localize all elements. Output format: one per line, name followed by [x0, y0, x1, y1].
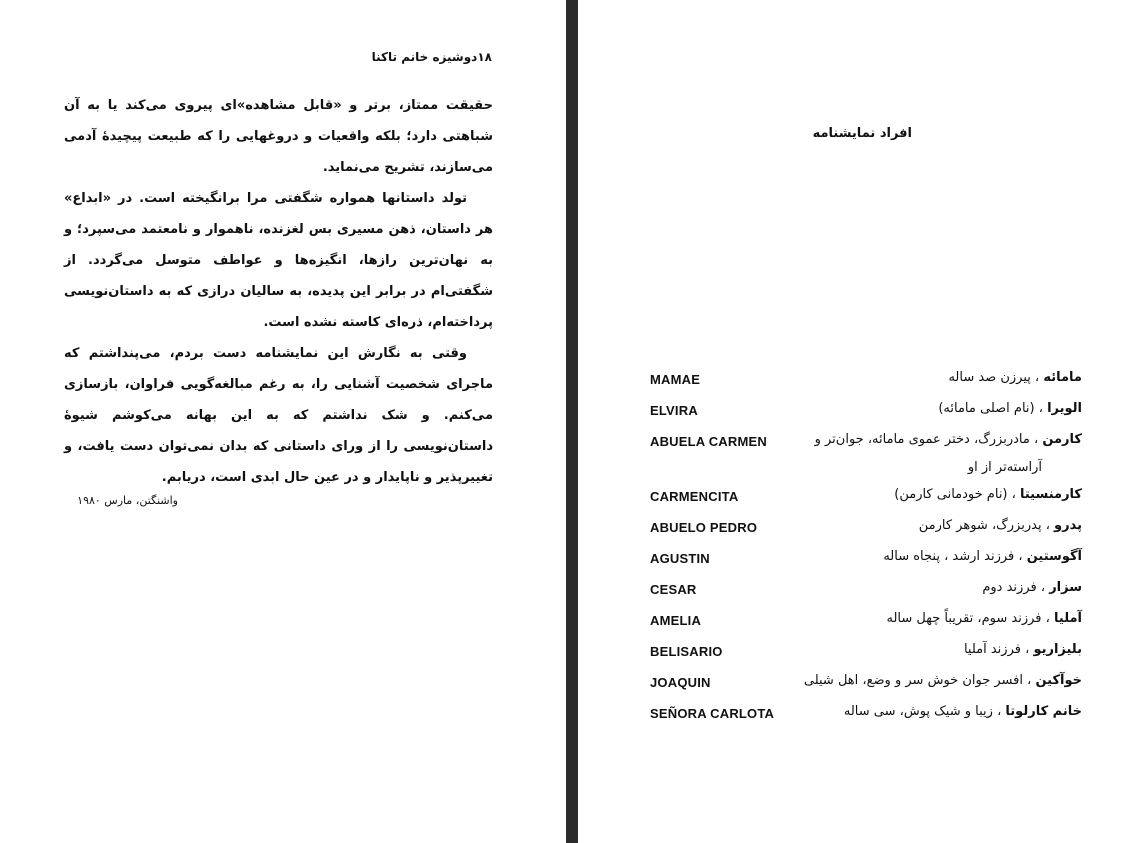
cast-row — [578, 485, 1142, 516]
cast-description: ، فرزند ارشد ، پنجاه ساله — [883, 549, 1023, 564]
paragraph: وقتی به نگارش این نمایشنامه دست بردم، می‌پنداشتم که ماجرای شخصیت آشنایی را، به رغم مبالغه‌گویی فراوان، بازسازی می‌کنم. و شک نداشتم که به این بهانه می‌کوشم شیوهٔ داستان‌نویسی را از ورای داستانی که بدان نمی‌توان دست یافت، و تغییرپذیر و ناپایدار و در عین حال ابدی است، دریابم. — [64, 346, 493, 485]
book-spine — [566, 0, 578, 843]
signature-line: واشنگتن، مارس ۱۹۸۰ — [77, 494, 178, 507]
cast-description: ، پیرزن صد ساله — [948, 370, 1040, 385]
cast-description: ، فرزند آملیا — [963, 642, 1030, 657]
cast-description: ، (نام خودمانی کارمن) — [894, 487, 1016, 502]
cast-english-name: JOAQUIN — [650, 675, 711, 690]
cast-row — [578, 430, 1142, 485]
cast-row — [578, 547, 1142, 578]
cast-english-name: SEÑORA CARLOTA — [650, 706, 775, 721]
cast-english-name: ABUELA CARMEN — [650, 434, 767, 449]
cast-description: ، فرزند سوم، تقریباً چهل ساله — [886, 611, 1050, 626]
body-text — [64, 90, 493, 493]
cast-english-name: CARMENCITA — [650, 489, 739, 504]
cast-description: ، زیبا و شیک پوش، سی ساله — [843, 704, 1002, 719]
cast-description: ، (نام اصلی مامائه) — [938, 401, 1043, 416]
cast-name: آگوستین — [1026, 549, 1082, 564]
running-head: ۱۸دوشیزه خانم تاکنا — [371, 50, 492, 64]
cast-english-name: CESAR — [650, 582, 697, 597]
cast-english-name: MAMAE — [650, 372, 701, 387]
cast-row — [578, 368, 1142, 399]
cast-persian — [919, 518, 1082, 533]
cast-description: ، مادربزرگ، دختر عموی مامائه، جوان‌تر و — [814, 432, 1039, 447]
cast-name: خانم کارلوتا — [1005, 704, 1082, 719]
cast-row — [578, 671, 1142, 702]
cast-row — [578, 399, 1142, 430]
cast-name: سزار — [1049, 580, 1082, 595]
cast-english-name: AMELIA — [650, 613, 702, 628]
cast-row — [578, 702, 1142, 733]
cast-persian — [948, 370, 1082, 385]
cast-row — [578, 516, 1142, 547]
cast-persian — [894, 487, 1082, 502]
paragraph: حقیقت ممتاز، برتر و «قابل مشاهده»ای پیروی می‌کند یا به آن شباهتی دارد؛ بلکه واقعیات و دروغهایی را که طبیعت پیچیدهٔ آدمی می‌سازند، تشریح می‌نماید. — [64, 98, 493, 175]
cast-name: الویرا — [1047, 401, 1082, 416]
cast-row — [578, 578, 1142, 609]
cast-name: آملیا — [1054, 611, 1082, 626]
cast-persian — [964, 642, 1082, 657]
cast-persian — [883, 549, 1082, 564]
cast-description: ، فرزند دوم — [982, 580, 1046, 595]
cast-persian — [887, 611, 1083, 626]
cast-persian — [844, 704, 1082, 719]
cast-persian — [982, 580, 1082, 595]
cast-name: بلیزاریو — [1033, 642, 1082, 657]
cast-description: ، پدربزرگ، شوهر کارمن — [918, 518, 1050, 533]
cast-english-name: ABUELO PEDRO — [650, 520, 758, 535]
cast-name: پدرو — [1054, 518, 1082, 533]
cast-english-name: AGUSTIN — [650, 551, 710, 566]
cast-description: ، افسر جوان خوش سر و وضع، اهل شیلی — [803, 673, 1032, 688]
cast-row — [578, 640, 1142, 671]
cast-name: کارمن — [1042, 432, 1082, 447]
cast-persian — [815, 432, 1082, 447]
cast-title: افراد نمایشنامه — [812, 126, 912, 141]
right-page — [578, 0, 1142, 843]
cast-name: کارمنسیتا — [1019, 487, 1082, 502]
left-page — [0, 0, 566, 843]
cast-persian — [804, 673, 1082, 688]
cast-row — [578, 609, 1142, 640]
paragraph: تولد داستانها همواره شگفتی مرا برانگیخته است. در «ابداع» هر داستان، ذهن مسیری بس لغزنده، ناهموار و نامعتمد می‌سپرد؛ و به نهان‌ترین رازها، انگیزه‌ها و عواطف متوسل می‌گردد. از شگفتی‌ام در برابر این پدیده، به سالیان درازی که به داستان‌نویسی پرداخته‌ام، ذره‌ای کاسته نشده است. — [64, 191, 493, 330]
cast-english-name: ELVIRA — [650, 403, 698, 418]
cast-persian — [938, 401, 1082, 416]
cast-list — [578, 368, 1142, 733]
cast-name: خوآکین — [1035, 673, 1082, 688]
cast-description-continued: آراسته‌تر از او — [967, 460, 1042, 475]
cast-name: مامائه — [1043, 370, 1082, 385]
cast-english-name: BELISARIO — [650, 644, 723, 659]
